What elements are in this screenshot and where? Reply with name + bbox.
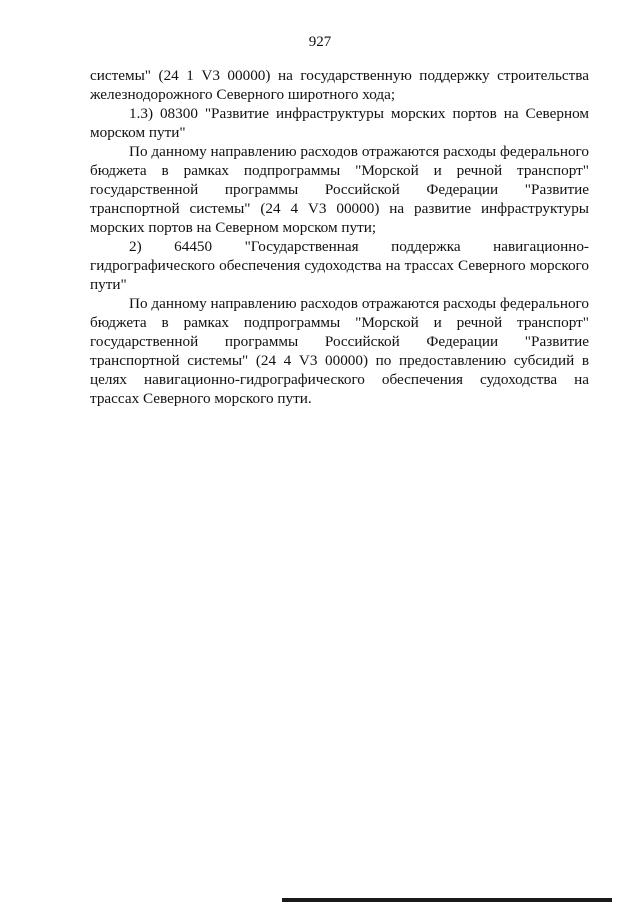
heading-word-3: навигационно- xyxy=(493,238,589,255)
paragraph-5: По данному направлению расходов отражаются расходы федерального бюджета в рамках подпрограммы "Морской и речной транспорт" государственной программы Российской Федерации "Развитие транспортной системы" (24 4 V3 00000) по предоставлению субсидий в целях навигационно-гидрографического обеспечения судоходства на трассах Северного морского пути. xyxy=(90,295,589,407)
heading-word-2: поддержка xyxy=(391,238,461,255)
paragraph-3: По данному направлению расходов отражаются расходы федерального бюджета в рамках подпрограммы "Морской и речной транспорт" государственной программы Российской Федерации "Развитие транспортной системы" (24 4 V3 00000) на развитие инфраструктуры морских портов на Северном морском пути; xyxy=(90,143,589,236)
paragraph-2-heading: 1.3) 08300 "Развитие инфраструктуры морских портов на Северном морском пути" xyxy=(90,105,589,141)
page-number: 927 xyxy=(308,34,332,50)
paragraph-4-heading xyxy=(90,237,589,294)
document-body xyxy=(90,66,589,408)
paragraph-1: системы" (24 1 V3 00000) на государственную поддержку строительства железнодорожного Северного широтного хода; xyxy=(90,67,589,103)
heading-number: 2) xyxy=(129,238,142,255)
heading-continuation: гидрографического обеспечения судоходства на трассах Северного морского пути" xyxy=(90,257,589,293)
heading-code: 64450 xyxy=(174,238,213,255)
scan-edge-rule xyxy=(282,898,612,902)
heading-word-1: "Государственная xyxy=(244,238,359,255)
